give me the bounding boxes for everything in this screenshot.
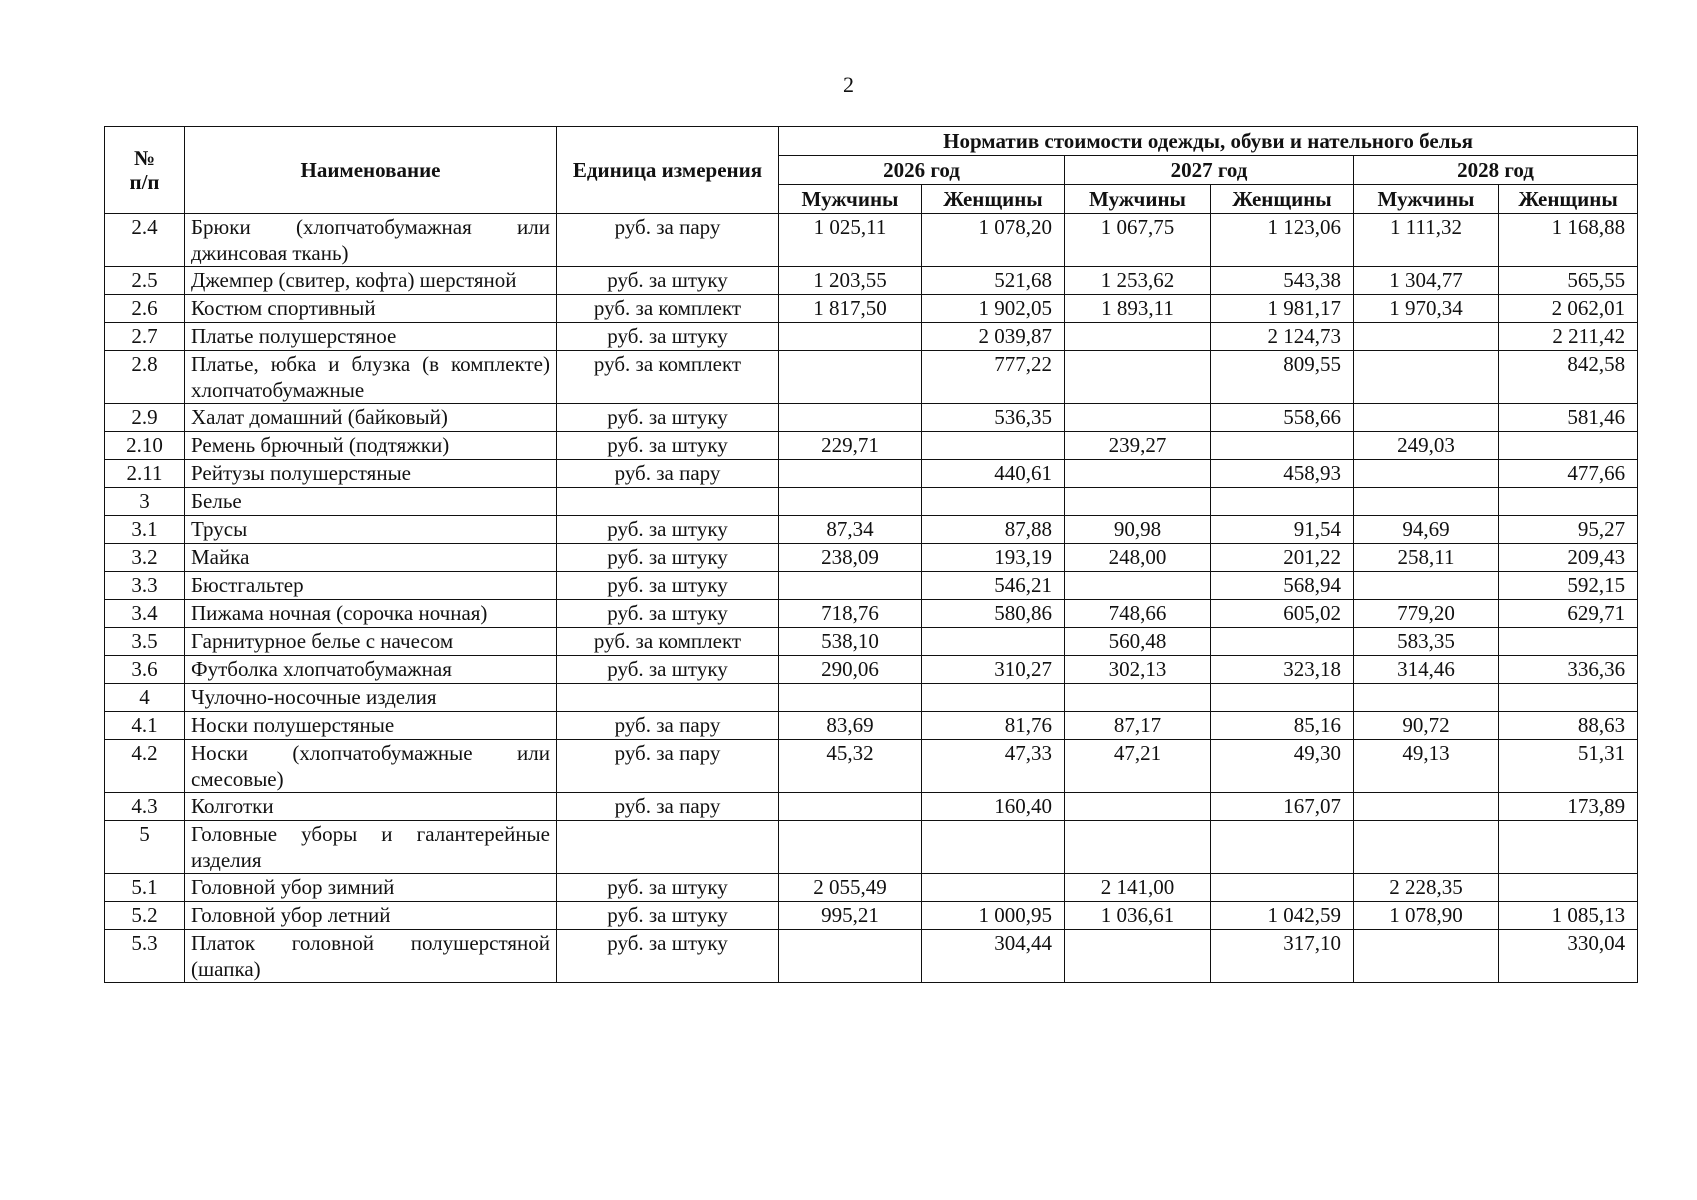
value-2027-female: 543,38	[1211, 267, 1354, 295]
table-row	[105, 821, 1638, 874]
value-2027-female	[1211, 821, 1354, 874]
header-year-2026: 2026 год	[779, 156, 1065, 185]
value-2027-male: 2 141,00	[1065, 874, 1211, 902]
unit-of-measure	[557, 684, 779, 712]
item-name: Белье	[185, 488, 557, 516]
value-2027-female: 323,18	[1211, 656, 1354, 684]
value-2026-male	[779, 351, 922, 404]
row-number: 4.3	[105, 793, 185, 821]
value-2027-male: 1 253,62	[1065, 267, 1211, 295]
value-2028-male	[1354, 460, 1499, 488]
value-2026-female	[922, 874, 1065, 902]
row-number: 2.7	[105, 323, 185, 351]
row-number: 2.9	[105, 404, 185, 432]
table-row	[105, 404, 1638, 432]
value-2028-female: 1 168,88	[1499, 214, 1638, 267]
row-number: 3.5	[105, 628, 185, 656]
value-2028-male: 779,20	[1354, 600, 1499, 628]
value-2027-female	[1211, 684, 1354, 712]
header-female: Женщины	[922, 185, 1065, 214]
table-row	[105, 684, 1638, 712]
value-2026-male: 718,76	[779, 600, 922, 628]
row-number: 2.11	[105, 460, 185, 488]
table-header	[105, 127, 1638, 214]
row-number: 2.8	[105, 351, 185, 404]
value-2028-female: 477,66	[1499, 460, 1638, 488]
page-number: 2	[843, 72, 854, 97]
value-2026-female: 81,76	[922, 712, 1065, 740]
value-2026-female: 521,68	[922, 267, 1065, 295]
header-male: Мужчины	[779, 185, 922, 214]
row-number: 2.10	[105, 432, 185, 460]
row-number: 3	[105, 488, 185, 516]
value-2026-male: 2 055,49	[779, 874, 922, 902]
value-2028-female: 95,27	[1499, 516, 1638, 544]
value-2028-male	[1354, 684, 1499, 712]
row-number: 3.6	[105, 656, 185, 684]
unit-of-measure: руб. за штуку	[557, 902, 779, 930]
value-2027-female: 605,02	[1211, 600, 1354, 628]
value-2028-female: 592,15	[1499, 572, 1638, 600]
value-2027-male: 239,27	[1065, 432, 1211, 460]
value-2027-male	[1065, 351, 1211, 404]
header-female: Женщины	[1211, 185, 1354, 214]
value-2027-male: 90,98	[1065, 516, 1211, 544]
value-2028-male: 1 078,90	[1354, 902, 1499, 930]
value-2026-female: 304,44	[922, 930, 1065, 983]
unit-of-measure: руб. за пару	[557, 214, 779, 267]
value-2026-male: 538,10	[779, 628, 922, 656]
value-2028-male: 49,13	[1354, 740, 1499, 793]
clothing-cost-norms-table	[104, 126, 1638, 983]
table-body	[105, 214, 1638, 983]
value-2028-male	[1354, 793, 1499, 821]
table-row	[105, 351, 1638, 404]
value-2028-male: 249,03	[1354, 432, 1499, 460]
value-2027-female: 458,93	[1211, 460, 1354, 488]
value-2027-male	[1065, 821, 1211, 874]
value-2027-male	[1065, 793, 1211, 821]
row-number: 2.6	[105, 295, 185, 323]
value-2028-female: 2 211,42	[1499, 323, 1638, 351]
value-2026-male: 45,32	[779, 740, 922, 793]
unit-of-measure	[557, 821, 779, 874]
value-2027-female: 317,10	[1211, 930, 1354, 983]
value-2027-female: 201,22	[1211, 544, 1354, 572]
value-2027-female: 1 042,59	[1211, 902, 1354, 930]
item-name: Бюстгальтер	[185, 572, 557, 600]
table-row	[105, 323, 1638, 351]
unit-of-measure: руб. за пару	[557, 712, 779, 740]
value-2027-female: 2 124,73	[1211, 323, 1354, 351]
value-2026-female: 2 039,87	[922, 323, 1065, 351]
value-2027-female: 49,30	[1211, 740, 1354, 793]
value-2027-male: 1 067,75	[1065, 214, 1211, 267]
value-2028-female: 1 085,13	[1499, 902, 1638, 930]
value-2026-female: 440,61	[922, 460, 1065, 488]
unit-of-measure: руб. за комплект	[557, 351, 779, 404]
value-2028-male: 1 304,77	[1354, 267, 1499, 295]
value-2028-male	[1354, 930, 1499, 983]
value-2026-male: 83,69	[779, 712, 922, 740]
header-female: Женщины	[1499, 185, 1638, 214]
unit-of-measure: руб. за комплект	[557, 295, 779, 323]
header-male: Мужчины	[1065, 185, 1211, 214]
value-2028-male: 1 970,34	[1354, 295, 1499, 323]
unit-of-measure: руб. за пару	[557, 793, 779, 821]
value-2027-male	[1065, 684, 1211, 712]
unit-of-measure: руб. за штуку	[557, 432, 779, 460]
row-number: 4	[105, 684, 185, 712]
value-2027-male: 748,66	[1065, 600, 1211, 628]
table-row	[105, 488, 1638, 516]
value-2028-female	[1499, 684, 1638, 712]
value-2026-male	[779, 821, 922, 874]
row-number: 3.1	[105, 516, 185, 544]
row-number: 4.1	[105, 712, 185, 740]
item-name: Головной убор летний	[185, 902, 557, 930]
value-2028-male: 314,46	[1354, 656, 1499, 684]
item-name: Платье полушерстяное	[185, 323, 557, 351]
table-row	[105, 628, 1638, 656]
value-2028-female	[1499, 488, 1638, 516]
value-2027-male	[1065, 323, 1211, 351]
value-2028-female	[1499, 628, 1638, 656]
header-group: Норматив стоимости одежды, обуви и нательного белья	[779, 127, 1638, 156]
value-2026-female: 310,27	[922, 656, 1065, 684]
table-row	[105, 214, 1638, 267]
unit-of-measure: руб. за штуку	[557, 600, 779, 628]
header-male: Мужчины	[1354, 185, 1499, 214]
table-row	[105, 930, 1638, 983]
unit-of-measure: руб. за штуку	[557, 323, 779, 351]
unit-of-measure: руб. за штуку	[557, 404, 779, 432]
value-2028-female: 581,46	[1499, 404, 1638, 432]
value-2026-female	[922, 488, 1065, 516]
row-number: 5.1	[105, 874, 185, 902]
value-2028-female: 2 062,01	[1499, 295, 1638, 323]
value-2027-male: 1 893,11	[1065, 295, 1211, 323]
table-row	[105, 544, 1638, 572]
item-name: Головные уборы и галантерейные изделия	[185, 821, 557, 874]
value-2026-male	[779, 460, 922, 488]
item-name: Футболка хлопчатобумажная	[185, 656, 557, 684]
value-2028-male: 90,72	[1354, 712, 1499, 740]
item-name: Колготки	[185, 793, 557, 821]
value-2026-female: 777,22	[922, 351, 1065, 404]
value-2026-male: 238,09	[779, 544, 922, 572]
value-2027-male	[1065, 930, 1211, 983]
table-row	[105, 874, 1638, 902]
item-name: Головной убор зимний	[185, 874, 557, 902]
value-2026-male: 995,21	[779, 902, 922, 930]
item-name: Носки (хлопчатобумажные или смесовые)	[185, 740, 557, 793]
value-2027-female: 558,66	[1211, 404, 1354, 432]
value-2027-male: 560,48	[1065, 628, 1211, 656]
value-2028-male: 583,35	[1354, 628, 1499, 656]
header-year-2027: 2027 год	[1065, 156, 1354, 185]
unit-of-measure: руб. за комплект	[557, 628, 779, 656]
value-2026-male	[779, 488, 922, 516]
item-name: Костюм спортивный	[185, 295, 557, 323]
value-2027-male: 87,17	[1065, 712, 1211, 740]
value-2026-female: 1 000,95	[922, 902, 1065, 930]
value-2026-male: 1 817,50	[779, 295, 922, 323]
item-name: Трусы	[185, 516, 557, 544]
value-2028-female: 51,31	[1499, 740, 1638, 793]
item-name: Платье, юбка и блузка (в комплекте) хлопчатобумажные	[185, 351, 557, 404]
value-2026-female: 47,33	[922, 740, 1065, 793]
value-2027-female: 809,55	[1211, 351, 1354, 404]
value-2026-female: 1 902,05	[922, 295, 1065, 323]
value-2026-male	[779, 793, 922, 821]
value-2027-female: 85,16	[1211, 712, 1354, 740]
value-2027-female: 568,94	[1211, 572, 1354, 600]
value-2028-male: 1 111,32	[1354, 214, 1499, 267]
value-2027-female	[1211, 628, 1354, 656]
table-row	[105, 600, 1638, 628]
item-name: Носки полушерстяные	[185, 712, 557, 740]
item-name: Майка	[185, 544, 557, 572]
value-2028-female	[1499, 821, 1638, 874]
value-2026-female	[922, 821, 1065, 874]
table-row	[105, 267, 1638, 295]
value-2027-female	[1211, 874, 1354, 902]
unit-of-measure: руб. за пару	[557, 460, 779, 488]
table-row	[105, 902, 1638, 930]
table-row	[105, 740, 1638, 793]
value-2027-female	[1211, 432, 1354, 460]
value-2027-male: 248,00	[1065, 544, 1211, 572]
unit-of-measure: руб. за штуку	[557, 874, 779, 902]
value-2028-female	[1499, 874, 1638, 902]
value-2028-male	[1354, 488, 1499, 516]
header-name: Наименование	[185, 127, 557, 214]
value-2028-male: 258,11	[1354, 544, 1499, 572]
value-2026-male	[779, 572, 922, 600]
value-2027-female: 91,54	[1211, 516, 1354, 544]
unit-of-measure: руб. за штуку	[557, 930, 779, 983]
table-row	[105, 516, 1638, 544]
value-2026-female	[922, 684, 1065, 712]
value-2026-female: 546,21	[922, 572, 1065, 600]
table-row	[105, 712, 1638, 740]
value-2027-male	[1065, 404, 1211, 432]
value-2028-female: 173,89	[1499, 793, 1638, 821]
value-2028-male	[1354, 323, 1499, 351]
value-2027-female	[1211, 488, 1354, 516]
value-2028-female	[1499, 432, 1638, 460]
header-unit: Единица измерения	[557, 127, 779, 214]
table-row	[105, 460, 1638, 488]
value-2028-male	[1354, 572, 1499, 600]
row-number: 4.2	[105, 740, 185, 793]
value-2027-female: 167,07	[1211, 793, 1354, 821]
header-num: № п/п	[105, 127, 185, 214]
value-2026-male	[779, 323, 922, 351]
value-2026-female: 87,88	[922, 516, 1065, 544]
value-2028-female: 842,58	[1499, 351, 1638, 404]
value-2027-male: 1 036,61	[1065, 902, 1211, 930]
row-number: 2.4	[105, 214, 185, 267]
row-number: 5.2	[105, 902, 185, 930]
value-2027-male	[1065, 460, 1211, 488]
value-2028-male	[1354, 404, 1499, 432]
unit-of-measure: руб. за штуку	[557, 267, 779, 295]
value-2028-female: 88,63	[1499, 712, 1638, 740]
value-2026-female: 160,40	[922, 793, 1065, 821]
table-row	[105, 656, 1638, 684]
item-name: Джемпер (свитер, кофта) шерстяной	[185, 267, 557, 295]
value-2026-female	[922, 628, 1065, 656]
value-2026-female: 193,19	[922, 544, 1065, 572]
value-2026-female: 580,86	[922, 600, 1065, 628]
table-row	[105, 572, 1638, 600]
item-name: Пижама ночная (сорочка ночная)	[185, 600, 557, 628]
value-2026-male	[779, 930, 922, 983]
value-2027-male	[1065, 488, 1211, 516]
item-name: Ремень брючный (подтяжки)	[185, 432, 557, 460]
table-row	[105, 295, 1638, 323]
value-2028-female: 336,36	[1499, 656, 1638, 684]
value-2026-male	[779, 684, 922, 712]
row-number: 2.5	[105, 267, 185, 295]
value-2026-female	[922, 432, 1065, 460]
unit-of-measure: руб. за штуку	[557, 516, 779, 544]
value-2028-male	[1354, 821, 1499, 874]
value-2026-male	[779, 404, 922, 432]
table-row	[105, 432, 1638, 460]
value-2028-female: 209,43	[1499, 544, 1638, 572]
row-number: 5	[105, 821, 185, 874]
value-2026-male: 1 025,11	[779, 214, 922, 267]
value-2027-male: 47,21	[1065, 740, 1211, 793]
value-2026-female: 1 078,20	[922, 214, 1065, 267]
unit-of-measure	[557, 488, 779, 516]
item-name: Халат домашний (байковый)	[185, 404, 557, 432]
unit-of-measure: руб. за штуку	[557, 572, 779, 600]
value-2027-female: 1 123,06	[1211, 214, 1354, 267]
item-name: Брюки (хлопчатобумажная или джинсовая ткань)	[185, 214, 557, 267]
item-name: Чулочно-носочные изделия	[185, 684, 557, 712]
table-row	[105, 793, 1638, 821]
row-number: 5.3	[105, 930, 185, 983]
value-2028-female: 330,04	[1499, 930, 1638, 983]
value-2026-male: 87,34	[779, 516, 922, 544]
value-2028-male	[1354, 351, 1499, 404]
value-2026-male: 1 203,55	[779, 267, 922, 295]
value-2027-female: 1 981,17	[1211, 295, 1354, 323]
unit-of-measure: руб. за штуку	[557, 544, 779, 572]
value-2028-male: 94,69	[1354, 516, 1499, 544]
header-year-2028: 2028 год	[1354, 156, 1638, 185]
value-2028-male: 2 228,35	[1354, 874, 1499, 902]
value-2028-female: 629,71	[1499, 600, 1638, 628]
value-2026-female: 536,35	[922, 404, 1065, 432]
value-2027-male: 302,13	[1065, 656, 1211, 684]
row-number: 3.2	[105, 544, 185, 572]
item-name: Гарнитурное белье с начесом	[185, 628, 557, 656]
item-name: Рейтузы полушерстяные	[185, 460, 557, 488]
value-2028-female: 565,55	[1499, 267, 1638, 295]
row-number: 3.4	[105, 600, 185, 628]
unit-of-measure: руб. за пару	[557, 740, 779, 793]
unit-of-measure: руб. за штуку	[557, 656, 779, 684]
item-name: Платок головной полушерстяной (шапка)	[185, 930, 557, 983]
value-2026-male: 229,71	[779, 432, 922, 460]
value-2026-male: 290,06	[779, 656, 922, 684]
value-2027-male	[1065, 572, 1211, 600]
row-number: 3.3	[105, 572, 185, 600]
